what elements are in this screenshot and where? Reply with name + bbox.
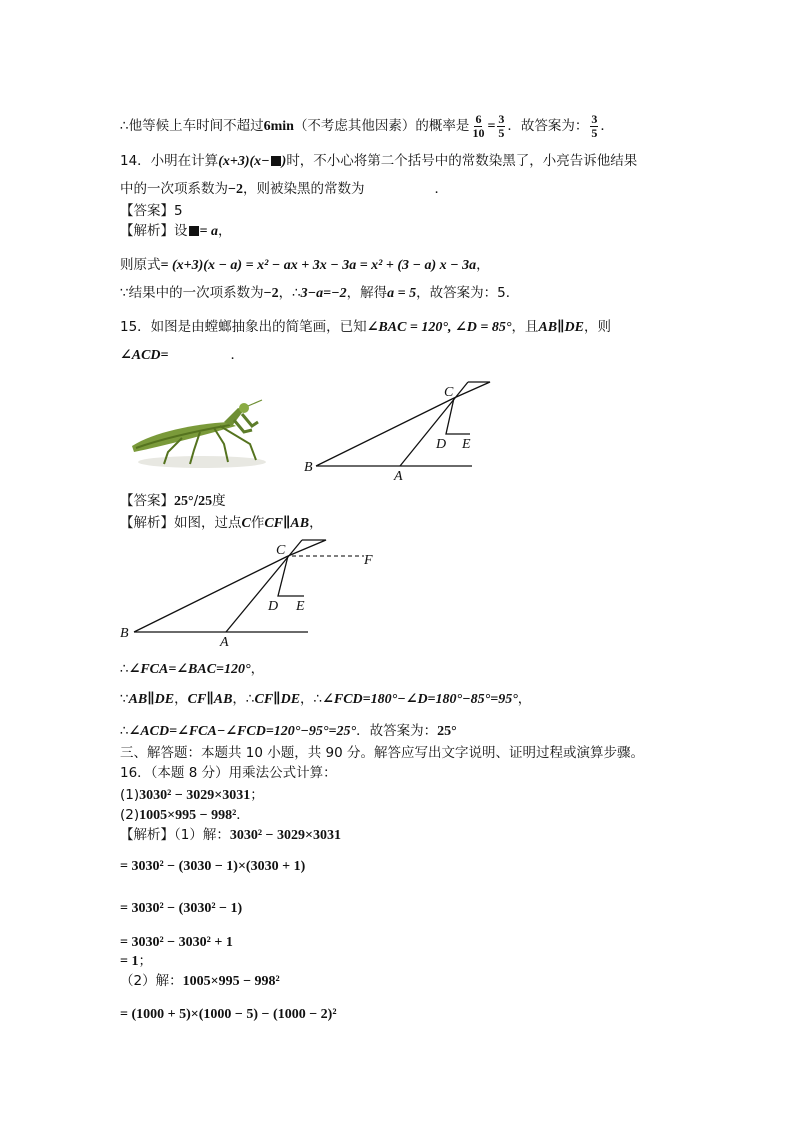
solution-16-step5: = (1000 + 5)×(1000 − 5) − (1000 − 2)² — [120, 1007, 337, 1022]
denominator: 5 — [591, 125, 598, 140]
text: （2）解： — [120, 973, 183, 989]
label-c: C — [276, 543, 286, 558]
q14-line2 — [120, 180, 448, 199]
math: 1005×995 − 998² — [139, 808, 237, 823]
text: 中的一次项系数为 — [120, 181, 228, 197]
section-3-heading: 三、解答题：本题共 10 小题，共 90 分。解答应写出文字说明、证明过程或演算步骤。 — [120, 745, 645, 761]
math: −2 — [263, 286, 279, 301]
text: 15．如图是由螳螂抽象出的简笔画，已知 — [120, 319, 367, 335]
text: 【解析】如图，过点 — [120, 515, 242, 531]
text: 则原式 — [120, 257, 161, 273]
fraction — [590, 113, 598, 140]
blackened-square — [189, 226, 199, 236]
fraction — [497, 113, 505, 140]
math: ) — [281, 154, 287, 169]
text: ．故答案为： — [356, 723, 438, 739]
solution-15-line2 — [120, 660, 264, 679]
text: ．故答案为： — [507, 118, 589, 134]
math: CF∥AB — [264, 516, 310, 531]
denominator: 5 — [498, 125, 505, 140]
math: 3030² − 3029×3031 — [229, 828, 341, 843]
line-bc — [316, 398, 454, 466]
numerator: 3 — [591, 111, 598, 126]
solution-15-line4 — [120, 722, 457, 741]
text: ． — [236, 807, 250, 823]
numerator: 3 — [498, 111, 505, 126]
math: 25° — [174, 494, 194, 509]
math: = — [487, 119, 496, 134]
math: AB∥DE — [128, 692, 175, 707]
text: ． — [600, 118, 614, 134]
label-c: C — [444, 385, 454, 400]
text: 【答案】 — [120, 493, 174, 509]
text: ， — [476, 257, 490, 273]
text: ． — [230, 347, 244, 363]
math: a = 5 — [387, 286, 417, 301]
solution-16-step1: = 3030² − (3030 − 1)×(3030 + 1) — [120, 859, 306, 874]
text: 作 — [250, 515, 265, 531]
text: ，故答案为：5． — [416, 285, 520, 301]
solution-14-line3 — [120, 284, 519, 303]
answer-14: 【答案】5 — [120, 203, 183, 219]
math: 1005×995 − 998² — [182, 974, 280, 989]
mantis-image — [124, 398, 274, 470]
text: ，解得 — [346, 285, 388, 301]
line-cde — [278, 556, 304, 596]
text: ，且 — [511, 319, 539, 335]
text: ，则 — [583, 319, 611, 335]
geometry-figure-2 — [112, 534, 382, 648]
label-b: B — [304, 460, 313, 475]
q15-line1 — [120, 318, 611, 337]
label-e: E — [462, 437, 471, 452]
math: = (x+3)(x − a) = x² − ax + 3x − 3a = x² + (3 − a) x − 3a — [160, 258, 477, 273]
math: (x+3)(x− — [218, 154, 270, 169]
solution-16-part1 — [120, 826, 341, 845]
text: （不考虑其他因素）的概率是 — [293, 118, 470, 134]
numerator: 6 — [475, 111, 482, 126]
math: ∠ACD= — [120, 348, 169, 363]
answer-15 — [120, 492, 226, 511]
solution-16-step3: = 3030² − 3030² + 1 — [120, 935, 233, 950]
text: (2) — [120, 807, 140, 823]
label-d: D — [436, 437, 447, 452]
label-a: A — [220, 635, 229, 648]
math: 3−a=−2 — [300, 286, 347, 301]
line-ac — [226, 540, 302, 632]
text: 度 — [212, 493, 226, 509]
line-cde — [446, 398, 470, 434]
solution-16-step2: = 3030² − (3030² − 1) — [120, 901, 243, 916]
text: ． — [434, 181, 448, 197]
text: ， — [309, 515, 323, 531]
math: = 1 — [120, 954, 139, 969]
text: ∴ — [120, 661, 129, 677]
text: / — [193, 493, 199, 509]
text: ∵结果中的一次项系数为 — [120, 285, 264, 301]
solution-15-line3 — [120, 690, 531, 709]
math: CF∥DE — [254, 692, 301, 707]
math: 6min — [263, 119, 294, 134]
q15-line2 — [120, 346, 244, 365]
math: CF∥AB — [187, 692, 233, 707]
solution-16-part2 — [120, 972, 280, 991]
math: 3030² − 3029×3031 — [139, 788, 251, 803]
text: ，∴ — [278, 285, 301, 301]
math: ∠BAC = 120°, ∠D = 85° — [366, 320, 512, 335]
solution-15-line1 — [120, 514, 323, 533]
math: 25 — [198, 494, 213, 509]
text: ，则被染黑的常数为 — [242, 181, 365, 197]
q16-part2 — [120, 806, 250, 825]
text: ，∴ — [300, 691, 323, 707]
line-bc — [134, 556, 288, 632]
math: C — [241, 516, 251, 531]
label-e: E — [296, 599, 305, 614]
math: −2 — [228, 182, 243, 197]
text: 时，不小心将第二个括号中的常数染黑了，小亮告诉他结果 — [286, 153, 638, 169]
text: ； — [250, 787, 264, 803]
math: ∠FCA=∠BAC=120° — [128, 662, 251, 677]
text: ； — [138, 953, 152, 969]
text: ， — [517, 691, 532, 707]
text: ∴他等候上车时间不超过 — [120, 118, 264, 134]
text: 【解析】设 — [120, 223, 188, 239]
line-head — [288, 540, 326, 556]
label-a: A — [394, 469, 403, 484]
text: 【解析】（1）解： — [120, 827, 230, 843]
q16-title: 16．（本题 8 分）用乘法公式计算： — [120, 765, 337, 781]
label-b: B — [120, 626, 129, 641]
solution-14-line1 — [120, 222, 231, 241]
text: ， — [250, 661, 265, 677]
line-head — [454, 382, 490, 398]
blackened-constant — [271, 156, 281, 166]
p13-conclusion — [120, 112, 614, 141]
math: AB∥DE — [538, 320, 584, 335]
label-d: D — [268, 599, 279, 614]
line-ac — [400, 382, 468, 466]
text: ∴ — [120, 723, 129, 739]
math: = a — [199, 224, 218, 239]
text: ∵ — [120, 691, 129, 707]
math: ∠FCD=180°−∠D=180°−85°=95° — [322, 692, 518, 707]
math: ∠ACD=∠FCA−∠FCD=120°−95°=25° — [128, 724, 357, 739]
math: 25° — [437, 724, 457, 739]
text: 14．小明在计算 — [120, 153, 219, 169]
label-f: F — [364, 553, 373, 568]
geometry-figure-1 — [300, 376, 510, 484]
text: ， — [217, 223, 232, 239]
text: ， — [174, 691, 188, 707]
fraction — [471, 113, 485, 140]
denominator: 10 — [472, 125, 485, 140]
q16-part1 — [120, 786, 264, 805]
text: ，∴ — [232, 691, 255, 707]
solution-16-step4 — [120, 952, 152, 971]
text: (1) — [120, 787, 140, 803]
solution-14-line2 — [120, 256, 490, 275]
q14-line1 — [120, 152, 637, 171]
